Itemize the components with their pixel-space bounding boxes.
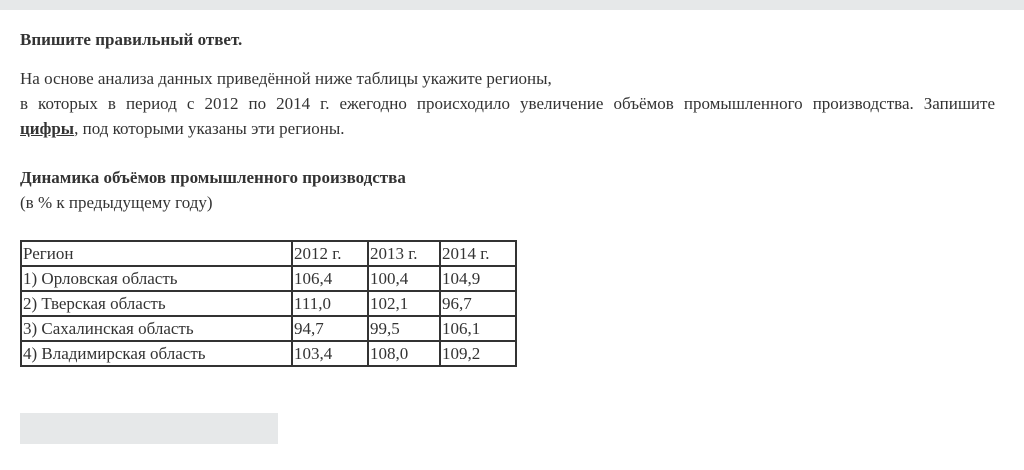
table-cell: 106,1 (440, 316, 516, 341)
table-cell: 104,9 (440, 266, 516, 291)
question-emphasis: цифры (20, 119, 75, 138)
header-cell: 2014 г. (440, 241, 516, 266)
header-cell: 2013 г. (368, 241, 440, 266)
table-cell: 106,4 (292, 266, 368, 291)
table-cell: 3) Сахалинская область (21, 316, 292, 341)
table-cell: 1) Орловская область (21, 266, 292, 291)
question-line-3 (20, 116, 995, 141)
table-title: Динамика объёмов промышленного производства (20, 168, 406, 187)
table-cell: 94,7 (292, 316, 368, 341)
table-header-row (21, 241, 516, 266)
table-cell: 99,5 (368, 316, 440, 341)
table-cell: 108,0 (368, 341, 440, 366)
table-row (21, 316, 516, 341)
header-cell: 2012 г. (292, 241, 368, 266)
table-row (21, 341, 516, 366)
table-subtitle: (в % к предыдущему году) (20, 193, 213, 212)
table-row (21, 291, 516, 316)
table-cell: 100,4 (368, 266, 440, 291)
table-cell: 111,0 (292, 291, 368, 316)
question-line-3-rest: , под которыми указаны эти регионы. (74, 119, 345, 138)
top-bar (0, 0, 1024, 10)
table-cell: 103,4 (292, 341, 368, 366)
task-content (20, 27, 995, 215)
question-line-2: в которых в период с 2012 по 2014 г. ежегодно происходило увеличение объёмов промышленного производства. Запишите (20, 94, 995, 113)
header-cell: Регион (21, 241, 292, 266)
table-cell: 4) Владимирская область (21, 341, 292, 366)
table-cell: 96,7 (440, 291, 516, 316)
answer-input[interactable] (20, 413, 278, 444)
task-question (20, 66, 995, 141)
task-instruction: Впишите правильный ответ. (20, 30, 243, 49)
table-cell: 102,1 (368, 291, 440, 316)
table-row (21, 266, 516, 291)
table-cell: 2) Тверская область (21, 291, 292, 316)
table-cell: 109,2 (440, 341, 516, 366)
data-table (20, 240, 517, 367)
question-line-1: На основе анализа данных приведённой ниже таблицы укажите регионы, (20, 69, 552, 88)
